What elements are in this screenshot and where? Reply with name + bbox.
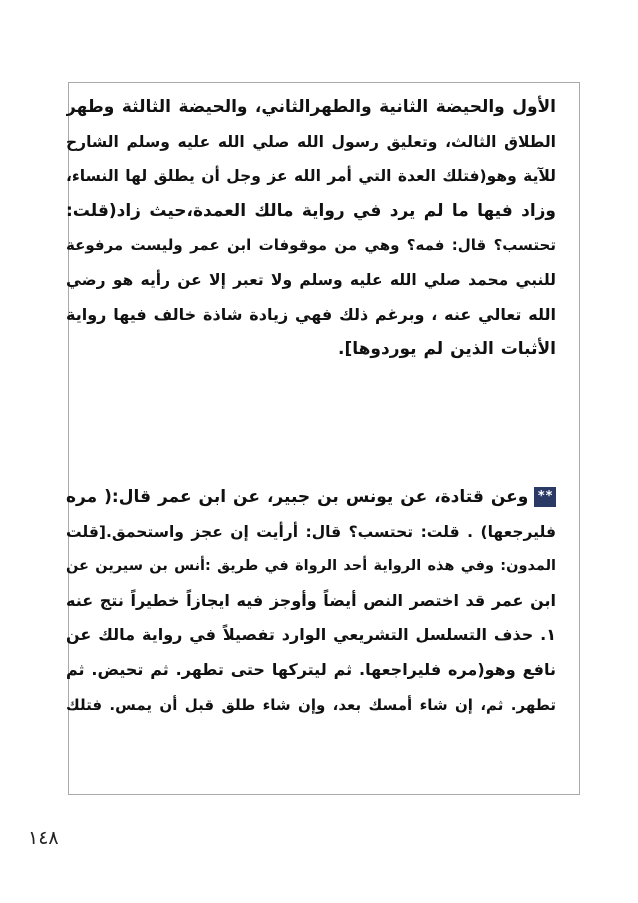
text-line: للنبي محمد صلي الله عليه وسلم ولا تعبر إلا عن رأيه هو رضي <box>66 270 556 289</box>
paragraph-2 <box>66 480 556 722</box>
text-line: وعن قتادة، عن يونس بن جبير، عن ابن عمر قال:( مره <box>66 487 529 507</box>
text-line: ابن عمر قد اختصر النص أيضاً وأوجز فيه ايجازاً خطيراً نتج عنه <box>66 590 556 610</box>
text-line: تطهر. ثم، إن شاء أمسك بعد، وإن شاء طلق قبل أن يمس. فتلك <box>66 695 556 714</box>
text-line: المدون: وفي هذه الرواية أحد الرواة في طريق :أنس بن سيرين عن <box>66 558 556 575</box>
text-line: الطلاق الثالث، وتعليق رسول الله صلي الله عليه وسلم الشارح <box>66 132 556 151</box>
text-line: الأول والحيضة الثانية والطهرالثاني، والحيضة الثالثة وطهر <box>66 97 556 117</box>
text-line-with-marker <box>66 480 556 515</box>
text-line: الله تعالي عنه ، وبرغم ذلك فهي زيادة شاذة خالف فيها رواية <box>66 304 556 324</box>
footnote-marker: ** <box>534 487 556 507</box>
text-line: ١. حذف التسلسل التشريعي الوارد تفصيلاً في رواية مالك عن <box>66 625 556 645</box>
page-number: ١٤٨ <box>28 827 59 849</box>
paragraph-1 <box>66 90 556 367</box>
text-line: فليرجعها) . قلت: تحتسب؟ قال: أرأيت إن عجز واستحمق.[قلت <box>66 522 556 541</box>
text-line: نافع وهو(مره فليراجعها. ثم ليتركها حتى تطهر. ثم تحيض. ثم <box>66 659 556 679</box>
text-line: للآية وهو(فتلك العدة التي أمر الله عز وجل أن يطلق لها النساء، <box>66 167 556 186</box>
text-line: وزاد فيها ما لم يرد في رواية مالك العمدة،حيث زاد(قلت: <box>66 200 556 221</box>
text-line: تحتسب؟ قال: فمه؟ وهي من موقوفات ابن عمر وليست مرفوعة <box>66 236 556 255</box>
text-line: الأثبات الذين لم يوردوها]. <box>338 339 556 360</box>
